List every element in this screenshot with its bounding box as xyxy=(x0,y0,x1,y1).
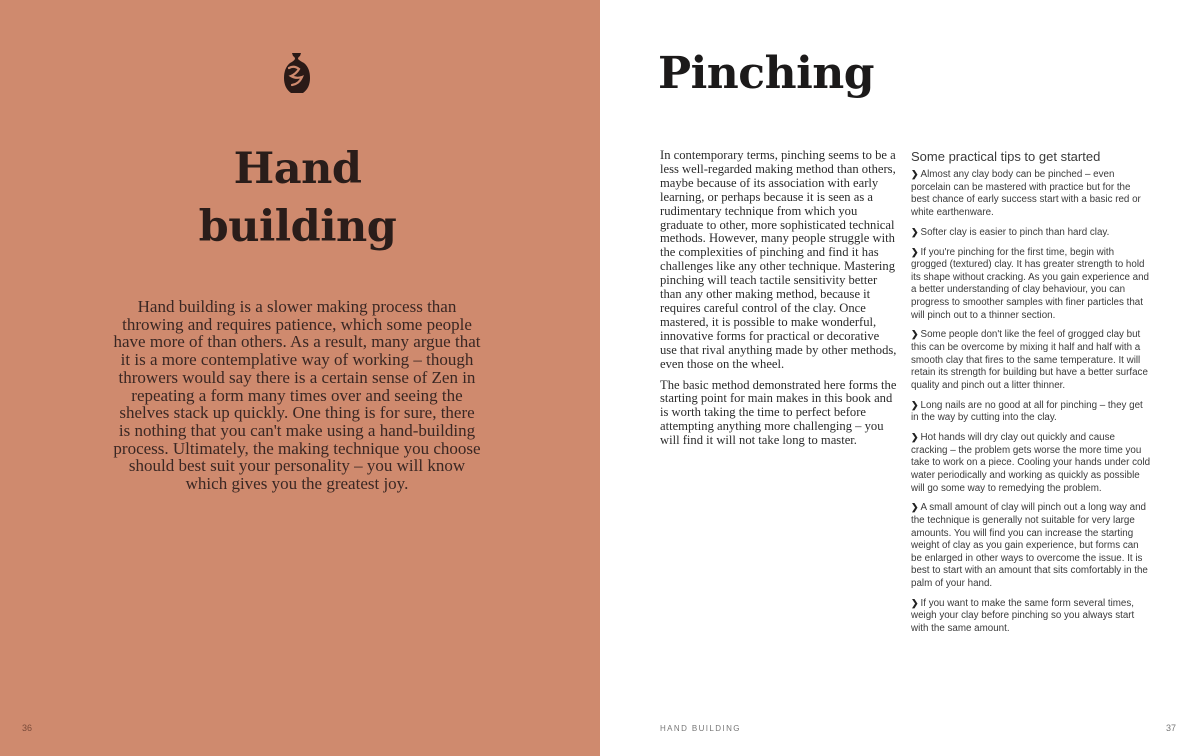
running-head: HAND BUILDING xyxy=(660,724,741,733)
tip-item xyxy=(911,168,1151,219)
chevron-right-icon: ❯ xyxy=(911,399,919,410)
tip-text: Almost any clay body can be pinched – even porcelain can be mastered with practice but for the best chance of early success start with a basic red or white earthenware. xyxy=(911,169,1141,218)
tips-heading: Some practical tips to get started xyxy=(911,149,1101,164)
chapter-title-line: Hand xyxy=(233,144,362,194)
chapter-title xyxy=(0,140,595,256)
chevron-right-icon: ❯ xyxy=(911,169,919,179)
chevron-right-icon: ❯ xyxy=(911,432,919,443)
body-paragraph: In contemporary terms, pinching seems to be a less well-regarded making method than others, maybe because of its association with early learning, or perhaps because it is seen as a rudimentary technique from which you graduate to other, more sophisticated technical methods. However, many people struggle with the complexities of pinching and find it has challenges like any other technique. Mastering pinching will teach tactile sensitivity better than any other making method, because it requires careful control of the clay. Once mastered, it is possible to make wonderful, innovative forms for practical or decorative use that rival anything made by other methods, even those on the wheel. xyxy=(660,148,897,371)
tips-sidebar xyxy=(911,149,1151,642)
tip-item xyxy=(911,501,1151,590)
section-title: Pinching xyxy=(658,48,875,99)
chevron-right-icon: ❯ xyxy=(911,502,919,513)
tip-item xyxy=(911,226,1151,240)
tip-text: If you're pinching for the first time, begin with grogged (textured) clay. It has greater strength to hold its shape without cracking. As you gain experience and a better understanding of clay behaviour, you can progress to smoother samples with finer particles that will pinch out to a thinner section. xyxy=(911,246,1149,321)
body-paragraph: The basic method demonstrated here forms the starting point for main makes in this book and is worth taking the time to perfect before attempting anything more challenging – you will find it will not take long to master. xyxy=(660,377,897,448)
body-text-column xyxy=(660,149,898,455)
chevron-right-icon: ❯ xyxy=(911,597,919,608)
tip-text: Softer clay is easier to pinch than hard clay. xyxy=(920,226,1110,238)
tip-text: Hot hands will dry clay out quickly and cause cracking – the problem gets worse the more time you take to work on a piece. Cooling your hands under cold water periodically and working as quickly as possible will go some way to remedying the problem. xyxy=(911,432,1151,494)
chapter-title-line: building xyxy=(198,202,397,252)
tip-text: Long nails are no good at all for pinching – they get in the way by cutting into the clay. xyxy=(911,399,1143,424)
tip-item xyxy=(911,431,1151,495)
vase-icon xyxy=(282,52,312,96)
chevron-right-icon: ❯ xyxy=(911,329,919,340)
chapter-intro: Hand building is a slower making process than throwing and requires patience, which some people have more of than others. As a result, many argue that it is a more contemplative way of working – though throwers would say there is a certain sense of Zen in repeating a form many times over and seeing the shelves stack up quickly. One thing is for sure, there is nothing that you can't make using a hand-building process. Ultimately, the making technique you choose should best suit your personality – you will know which gives you the greatest joy. xyxy=(113,297,481,494)
tip-text: If you want to make the same form several times, weigh your clay before pinching so you always start with the same amount. xyxy=(911,597,1135,635)
chevron-right-icon: ❯ xyxy=(911,246,919,257)
tip-item xyxy=(911,399,1151,425)
tip-item xyxy=(911,597,1151,636)
tip-text: A small amount of clay will pinch out a long way and the technique is generally not suitable for very large amounts. You will find you can increase the starting weight of clay as you gain experience, but forms can be enlarged in other ways to overcome the issue. It is best to start with an amount that sits comfortably in the palm of your hand. xyxy=(911,502,1148,589)
page-number-right: 37 xyxy=(1166,723,1177,733)
chevron-right-icon: ❯ xyxy=(911,226,919,237)
tip-item xyxy=(911,328,1151,392)
tip-text: Some people don't like the feel of grogged clay but this can be overcome by mixing it half and half with a smooth clay that fires to the same temperature. It will retain its strength for building but have a better surface quality and pinch out a litter thinner. xyxy=(911,329,1148,391)
tip-item xyxy=(911,246,1151,323)
page-number-left: 36 xyxy=(22,723,33,733)
